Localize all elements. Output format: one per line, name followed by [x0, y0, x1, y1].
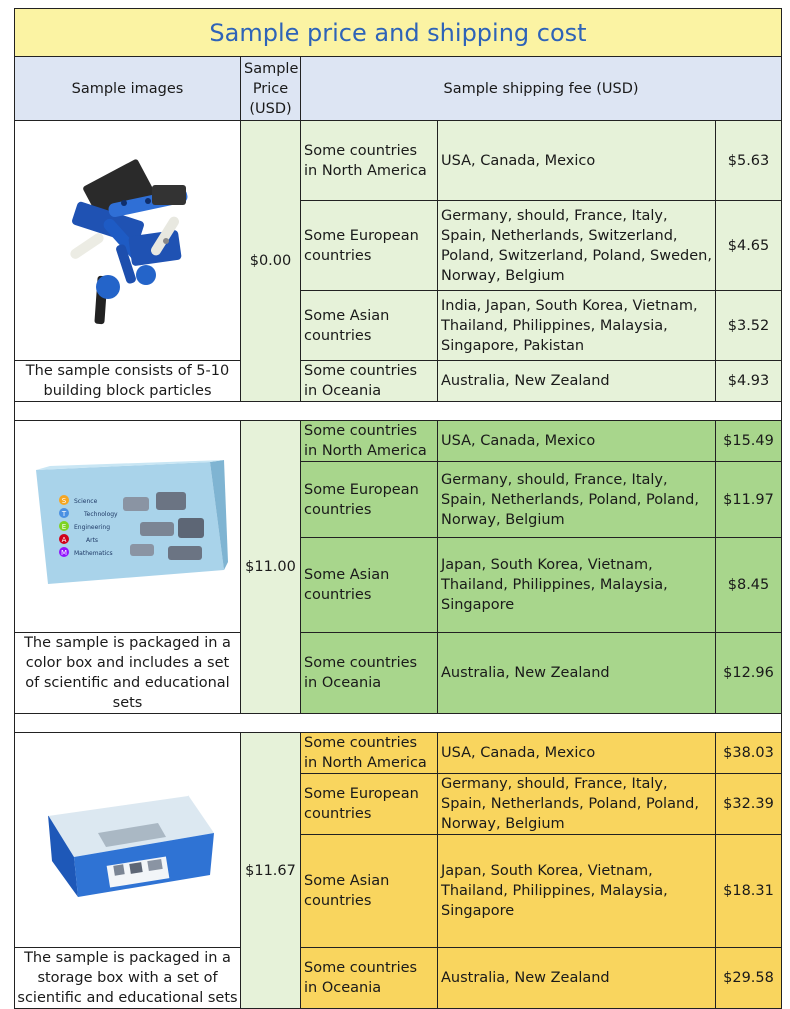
region-cell: Some countries in Oceania [301, 633, 438, 714]
sample-image-parts [15, 121, 241, 361]
sample-image-storage-box [15, 733, 241, 948]
sample-price-group-2: $11.00 [241, 421, 301, 714]
fee-cell: $29.58 [716, 948, 782, 1009]
countries-cell: Australia, New Zealand [438, 633, 716, 714]
region-cell: Some countries in Oceania [301, 361, 438, 402]
sample-price-table [14, 8, 782, 1009]
header-sample-price-text: Sample Price (USD) [244, 60, 299, 117]
region-cell: Some European countries [301, 201, 438, 291]
fee-cell: $12.96 [716, 633, 782, 714]
storage-box-image [38, 775, 218, 905]
region-cell: Some countries in Oceania [301, 948, 438, 1009]
fee-cell: $11.97 [716, 462, 782, 538]
countries-cell: Germany, should, France, Italy, Spain, Netherlands, Poland, Poland, Norway, Belgium [438, 774, 716, 835]
fee-cell: $18.31 [716, 835, 782, 948]
fee-cell: $5.63 [716, 121, 782, 201]
fee-cell: $32.39 [716, 774, 782, 835]
region-cell: Some countries in North America [301, 421, 438, 462]
building-blocks-image [48, 141, 208, 341]
box-letter-e: E [61, 522, 66, 531]
countries-cell: Japan, South Korea, Vietnam, Thailand, Philippines, Malaysia, Singapore [438, 835, 716, 948]
header-shipping-fee: Sample shipping fee (USD) [301, 57, 782, 121]
box-letter-t: T [61, 509, 66, 518]
price-sheet [14, 8, 781, 1009]
countries-cell: Australia, New Zealand [438, 361, 716, 402]
region-cell: Some European countries [301, 462, 438, 538]
color-box-image [28, 452, 228, 602]
sample-caption-group-1: The sample consists of 5-10 building block particles [15, 361, 241, 402]
header-sample-price [241, 57, 301, 121]
header-sample-images: Sample images [15, 57, 241, 121]
group-spacer [15, 402, 782, 421]
sample-caption-group-2: The sample is packaged in a color box and includes a set of scientific and educational sets [15, 633, 241, 714]
sample-price-group-1: $0.00 [241, 121, 301, 402]
fee-cell: $4.65 [716, 201, 782, 291]
region-cell: Some Asian countries [301, 291, 438, 361]
fee-cell: $15.49 [716, 421, 782, 462]
fee-cell: $4.93 [716, 361, 782, 402]
box-letter-a: A [61, 535, 66, 544]
region-cell: Some Asian countries [301, 538, 438, 633]
sample-image-color-box [15, 421, 241, 633]
box-label-technology: Technology [83, 510, 118, 518]
box-label-mathematics: Mathematics [73, 549, 113, 557]
box-label-science: Science [73, 497, 97, 505]
sheet-title: Sample price and shipping cost [15, 9, 782, 57]
fee-cell: $38.03 [716, 733, 782, 774]
box-letter-s: S [61, 496, 66, 505]
sample-price-group-3: $11.67 [241, 733, 301, 1009]
region-cell: Some European countries [301, 774, 438, 835]
region-cell: Some countries in North America [301, 733, 438, 774]
countries-cell: Japan, South Korea, Vietnam, Thailand, Philippines, Malaysia, Singapore [438, 538, 716, 633]
group-spacer [15, 714, 782, 733]
box-letter-m: M [60, 548, 67, 557]
region-cell: Some countries in North America [301, 121, 438, 201]
box-label-engineering: Engineering [73, 523, 110, 531]
countries-cell: Australia, New Zealand [438, 948, 716, 1009]
countries-cell: India, Japan, South Korea, Vietnam, Thailand, Philippines, Malaysia, Singapore, Pakistan [438, 291, 716, 361]
countries-cell: Germany, should, France, Italy, Spain, Netherlands, Poland, Poland, Norway, Belgium [438, 462, 716, 538]
countries-cell: USA, Canada, Mexico [438, 421, 716, 462]
countries-cell: USA, Canada, Mexico [438, 733, 716, 774]
fee-cell: $8.45 [716, 538, 782, 633]
countries-cell: USA, Canada, Mexico [438, 121, 716, 201]
countries-cell: Germany, should, France, Italy, Spain, Netherlands, Switzerland, Poland, Switzerland, Poland, Sweden, Norway, Belgium [438, 201, 716, 291]
sample-caption-group-3: The sample is packaged in a storage box with a set of scientific and educational sets [15, 948, 241, 1009]
box-label-arts: Arts [85, 536, 98, 544]
fee-cell: $3.52 [716, 291, 782, 361]
region-cell: Some Asian countries [301, 835, 438, 948]
